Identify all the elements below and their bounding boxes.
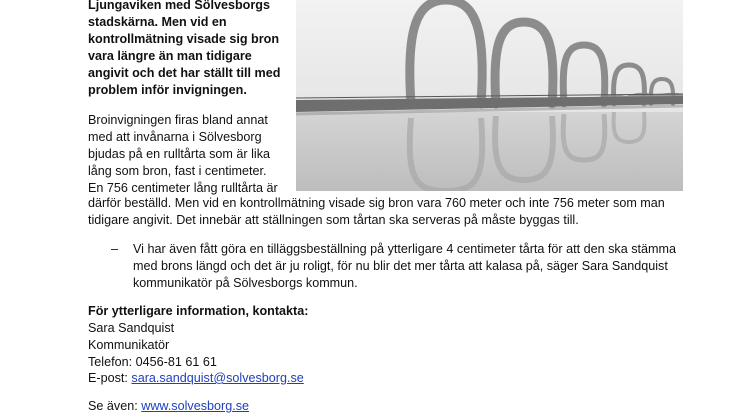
body-line: med att invånarna i Sölvesborg [88,130,262,144]
body-line: tidigare angivit. Det innebär att ställningen som tårtan ska serveras på måste byggas till. [88,213,579,227]
body-line: därför beställd. Men vid en kontrollmätning visade sig bron vara 760 meter och inte 756 meter som man [88,196,665,210]
bridge-photo [296,0,683,191]
body-line: bjudas på en rulltårta som är lika [88,147,271,161]
contact-phone: Telefon: 0456-81 61 61 [88,355,217,369]
contact-name: Sara Sandquist [88,321,175,335]
quote-line: med brons längd och det är ju roligt, för nu blir det mer tårta att kalasa på, säger Sara Sandquist [133,259,668,273]
email-label: E-post: [88,371,132,385]
contact-email-row [88,370,304,387]
lead-line: problem inför invigningen. [88,83,247,97]
contact-role: Kommunikatör [88,338,170,352]
body-line: Broinvigningen firas bland annat [88,113,268,127]
lead-line: angivit och det har ställt till med [88,66,281,80]
email-link[interactable]: sara.sandquist@solvesborg.se [131,371,304,385]
contact-heading: För ytterligare information, kontakta: [88,304,309,318]
see-also-label: Se även: [88,399,142,413]
body-line: lång som bron, fast i centimeter. [88,164,267,178]
website-link[interactable]: www.solvesborg.se [141,399,250,413]
quote-dash: – [111,242,119,256]
body-line: En 756 centimeter lång rulltårta är [88,181,278,195]
lead-line: Ljungaviken med Sölvesborgs [88,0,270,12]
see-also-row [88,398,249,415]
lead-line: kontrollmätning visade sig bron [88,32,280,46]
lead-line: vara längre än man tidigare [88,49,252,63]
quote-line: Vi har även fått göra en tilläggsbeställning på ytterligare 4 centimeter tårta för att den ska stämma [133,242,676,256]
lead-line: stadskärna. Men vid en [88,15,227,29]
quote-line: kommunikatör på Sölvesborgs kommun. [133,276,358,290]
